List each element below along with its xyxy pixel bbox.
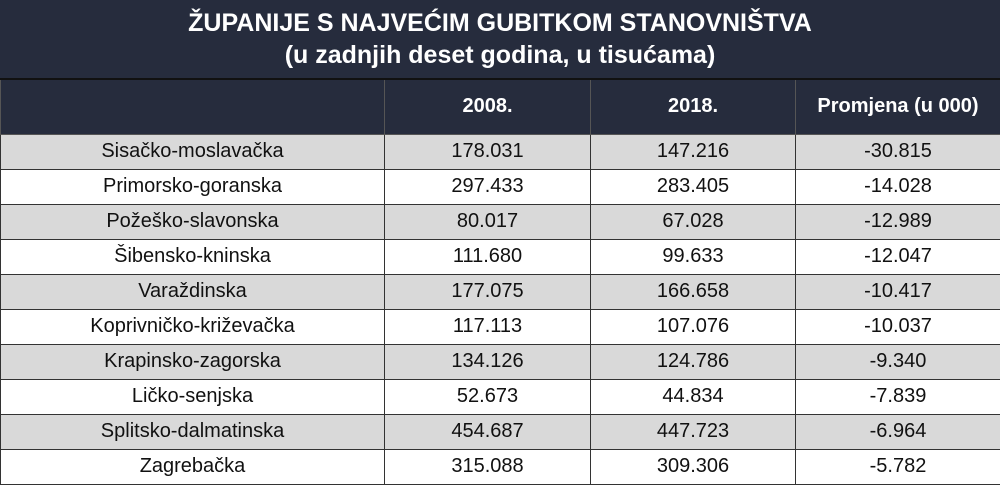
value-2018: 67.028 (591, 204, 796, 239)
value-change: -30.815 (796, 134, 1000, 169)
value-2018: 309.306 (591, 449, 796, 484)
value-2008: 454.687 (385, 414, 591, 449)
table-row (1, 414, 1000, 449)
county-name: Varaždinska (1, 274, 385, 309)
table-row (1, 344, 1000, 379)
county-name: Splitsko-dalmatinska (1, 414, 385, 449)
value-2018: 99.633 (591, 239, 796, 274)
table-row (1, 449, 1000, 484)
value-2008: 178.031 (385, 134, 591, 169)
value-2018: 166.658 (591, 274, 796, 309)
value-2008: 111.680 (385, 239, 591, 274)
title-main: ŽUPANIJE S NAJVEĆIM GUBITKOM STANOVNIŠTVA (188, 9, 812, 37)
value-change: -9.340 (796, 344, 1000, 379)
value-2018: 107.076 (591, 309, 796, 344)
value-2018: 124.786 (591, 344, 796, 379)
population-table (0, 80, 1000, 485)
county-name: Krapinsko-zagorska (1, 344, 385, 379)
value-change: -14.028 (796, 169, 1000, 204)
table-row (1, 309, 1000, 344)
value-2018: 283.405 (591, 169, 796, 204)
county-name: Sisačko-moslavačka (1, 134, 385, 169)
header-2008: 2008. (385, 80, 591, 134)
table-row (1, 204, 1000, 239)
county-name: Šibensko-kninska (1, 239, 385, 274)
value-2008: 134.126 (385, 344, 591, 379)
value-2008: 297.433 (385, 169, 591, 204)
title-subtitle: (u zadnjih deset godina, u tisućama) (284, 41, 716, 69)
value-2008: 52.673 (385, 379, 591, 414)
value-2008: 117.113 (385, 309, 591, 344)
table-row (1, 134, 1000, 169)
header-row (1, 80, 1000, 134)
value-2018: 44.834 (591, 379, 796, 414)
value-change: -10.037 (796, 309, 1000, 344)
county-name: Zagrebačka (1, 449, 385, 484)
header-2018: 2018. (591, 80, 796, 134)
value-change: -7.839 (796, 379, 1000, 414)
county-name: Primorsko-goranska (1, 169, 385, 204)
header-change: Promjena (u 000) (796, 80, 1000, 134)
value-change: -5.782 (796, 449, 1000, 484)
value-2018: 447.723 (591, 414, 796, 449)
value-change: -10.417 (796, 274, 1000, 309)
value-2008: 80.017 (385, 204, 591, 239)
table-title (0, 0, 1000, 80)
header-county (1, 80, 385, 134)
table-row (1, 379, 1000, 414)
county-name: Požeško-slavonska (1, 204, 385, 239)
value-change: -12.047 (796, 239, 1000, 274)
value-change: -12.989 (796, 204, 1000, 239)
value-2018: 147.216 (591, 134, 796, 169)
county-name: Koprivničko-križevačka (1, 309, 385, 344)
table-row (1, 239, 1000, 274)
value-2008: 177.075 (385, 274, 591, 309)
table-row (1, 169, 1000, 204)
county-name: Ličko-senjska (1, 379, 385, 414)
value-change: -6.964 (796, 414, 1000, 449)
table-row (1, 274, 1000, 309)
value-2008: 315.088 (385, 449, 591, 484)
